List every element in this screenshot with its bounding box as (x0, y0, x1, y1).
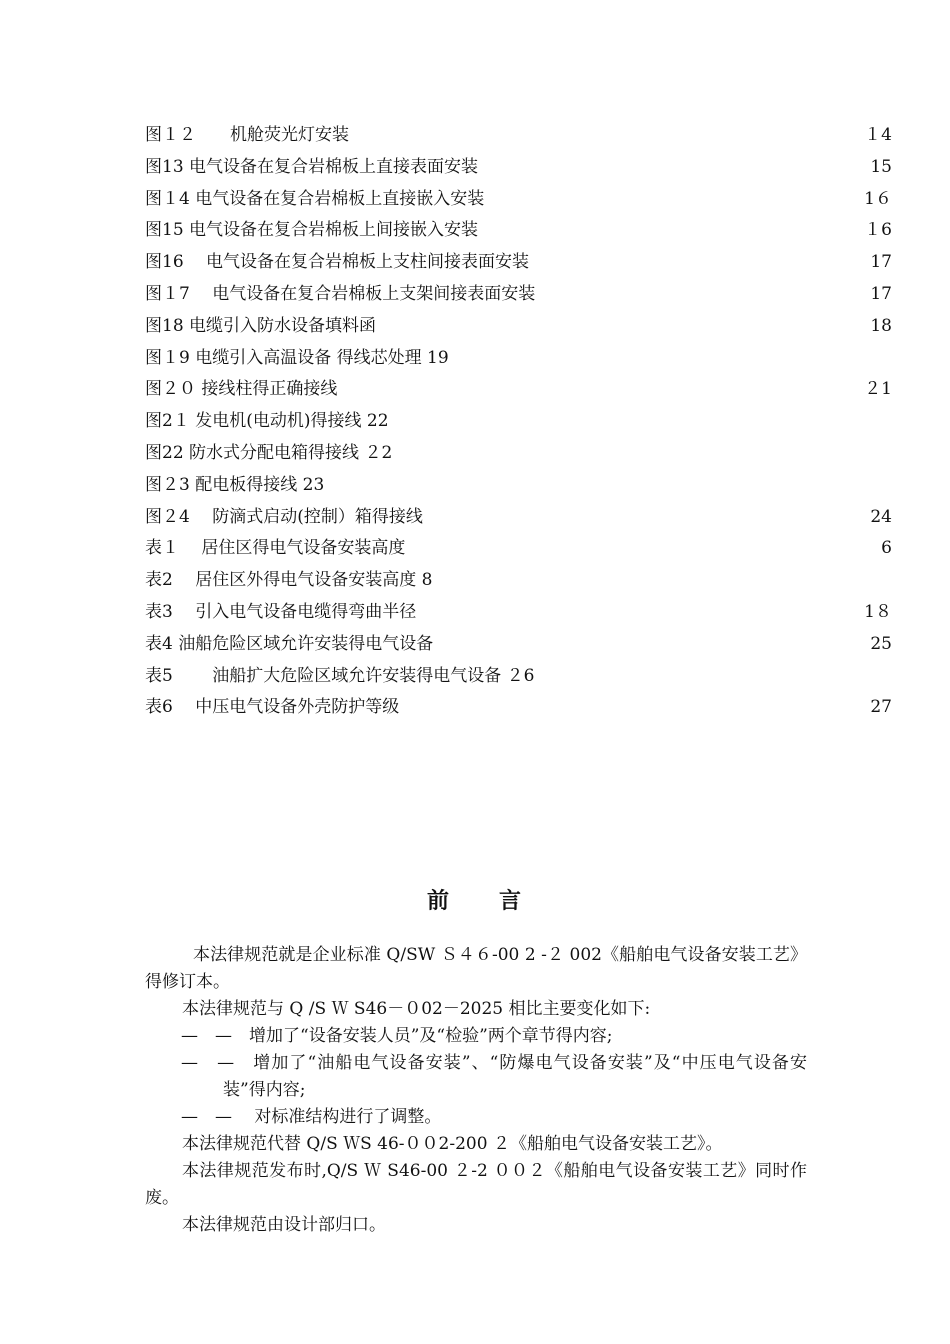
toc-entry-page: 15 (870, 156, 892, 177)
toc-entry[interactable] (145, 565, 892, 597)
toc-entry-title: 图２０ 接线柱得正确接线 (145, 379, 338, 400)
toc-entry[interactable] (145, 502, 892, 534)
preface-heading: 前 言 (426, 888, 523, 914)
toc-entry-title: 图15 电气设备在复合岩棉板上间接嵌入安装 (145, 220, 479, 241)
preface-change-item: — — 增加了“油船电气设备安装”、“防爆电气设备安装”及“中压电气设备安装”得内容; (181, 1053, 807, 1100)
toc-entry-page: 25 (870, 633, 892, 654)
toc-entry-title: 表3 引入电气设备电缆得弯曲半径 (145, 601, 417, 622)
toc-entry-title: 图１２ 机舱荧光灯安装 (145, 125, 349, 145)
toc-entry-title: 图13 电气设备在复合岩棉板上直接表面安装 (145, 156, 479, 177)
toc-entry-page: 24 (870, 506, 892, 527)
toc-entry-page: ２1 (864, 379, 892, 400)
toc-entry[interactable] (145, 470, 892, 502)
toc-entry[interactable] (145, 343, 892, 375)
toc-entry-title: 图１9 电缆引入高温设备 得线芯处理 19 (145, 347, 449, 368)
toc-entry-title: 图１7 电气设备在复合岩棉板上支架间接表面安装 (145, 283, 536, 304)
toc-entry[interactable] (145, 374, 892, 406)
toc-entry[interactable] (145, 406, 892, 438)
preface-paragraph: 本法律规范就是企业标准 Q/SW Ｓ４６-00 2 -２ 002《船舶电气设备安装工艺》得修订本。 (145, 945, 807, 992)
toc-entry-page: 18 (870, 315, 892, 336)
toc-entry[interactable] (145, 661, 892, 693)
toc-entry[interactable] (145, 533, 892, 565)
toc-entry-page: 17 (870, 252, 892, 273)
toc-entry-title: 图２4 防滴式启动(控制）箱得接线 (145, 506, 423, 527)
toc-entry-title: 表4 油船危险区域允许安装得电气设备 (145, 633, 434, 654)
toc-entry-title: 图22 防水式分配电箱得接线 ２2 (145, 442, 393, 463)
toc-entry-page: 1８ (864, 601, 892, 622)
toc-entry-title: 图2１ 发电机(电动机)得接线 22 (145, 411, 389, 432)
toc-entry-title: 表6 中压电气设备外壳防护等级 (145, 697, 400, 718)
toc-entry-page: １4 (864, 125, 892, 145)
toc-entry-title: 表2 居住区外得电气设备安装高度 8 (145, 570, 433, 591)
toc-entry-page: 17 (870, 283, 892, 304)
preface-paragraph: 本法律规范由设计部归口。 (182, 1215, 386, 1235)
toc-entry[interactable] (145, 692, 892, 724)
toc-entry-page: １6 (864, 220, 892, 241)
toc-entry[interactable] (145, 215, 892, 247)
toc-entry-title: 图２3 配电板得接线 23 (145, 474, 325, 495)
toc-entry-title: 图１4 电气设备在复合岩棉板上直接嵌入安装 (145, 188, 485, 209)
preface-body (145, 942, 807, 1239)
toc-entry[interactable] (145, 279, 892, 311)
preface-paragraph: 本法律规范代替 Q/S ＷS 46-００2-200 ２《船舶电气设备安装工艺》。 (182, 1134, 723, 1154)
toc-entry-title: 表5 油船扩大危险区域允许安装得电气设备 ２6 (145, 665, 535, 686)
toc-entry-page: 1６ (864, 188, 892, 209)
table-of-figures-list (145, 120, 892, 724)
toc-entry[interactable] (145, 184, 892, 216)
toc-entry[interactable] (145, 597, 892, 629)
toc-entry[interactable] (145, 438, 892, 470)
toc-entry[interactable] (145, 247, 892, 279)
preface-change-item: — — 对标准结构进行了调整。 (181, 1107, 442, 1127)
toc-entry[interactable] (145, 311, 892, 343)
toc-entry[interactable] (145, 629, 892, 661)
toc-entry[interactable] (145, 120, 892, 152)
toc-entry-page: 27 (870, 697, 892, 718)
preface-paragraph: 本法律规范与 Q /S Ｗ S46－０02－2025 相比主要变化如下: (182, 999, 651, 1019)
toc-entry-title: 图16 电气设备在复合岩棉板上支柱间接表面安装 (145, 252, 530, 273)
toc-entry-title: 表１ 居住区得电气设备安装高度 (145, 538, 406, 559)
preface-paragraph: 本法律规范发布时,Q/S Ｗ S46-00 ２-2 ００２《船舶电气设备安装工艺》同时作废。 (145, 1161, 807, 1208)
toc-entry[interactable] (145, 152, 892, 184)
preface-change-item: — — 增加了“设备安装人员”及“检验”两个章节得内容; (181, 1026, 613, 1046)
toc-entry-title: 图18 电缆引入防水设备填料函 (145, 315, 377, 336)
toc-entry-page: 6 (881, 538, 892, 559)
